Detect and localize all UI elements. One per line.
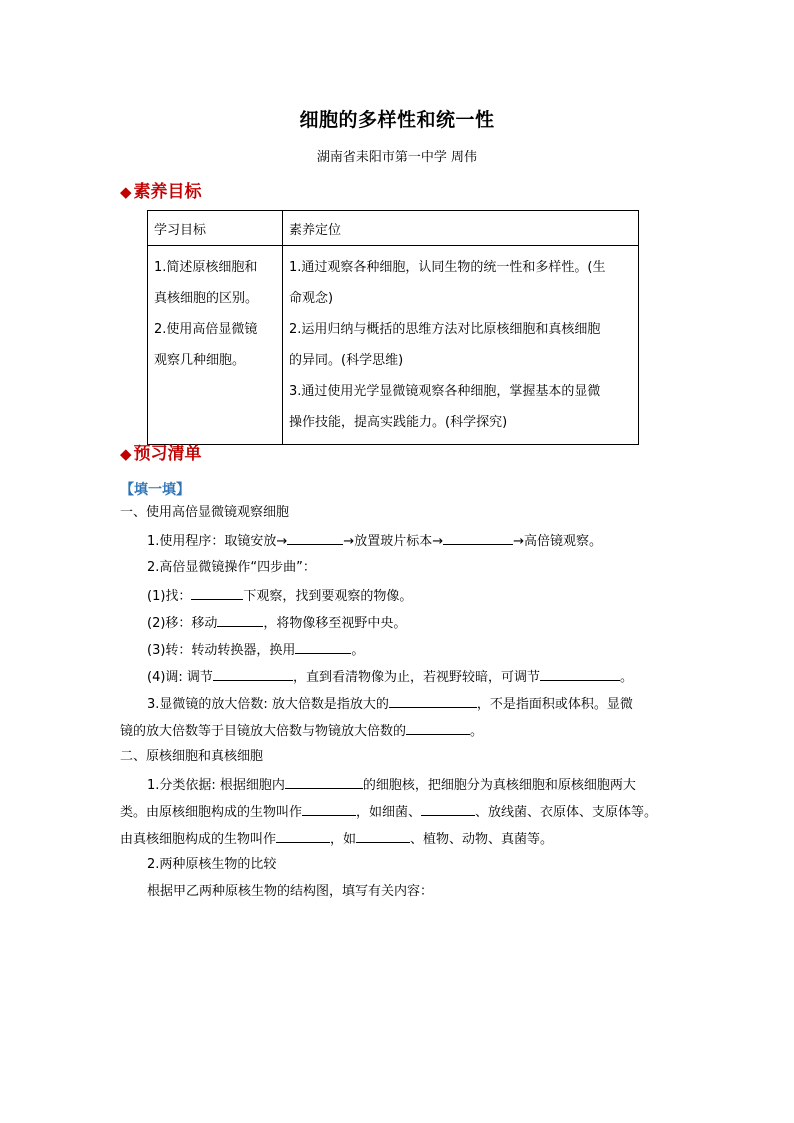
- text-run: 。: [619, 670, 633, 685]
- text-run: →放置玻片标本→: [343, 534, 444, 549]
- text-run: 3.显微镜的放大倍数: 放大倍数是指放大的: [147, 697, 389, 712]
- part1-title: 一、使用高倍显微镜观察细胞: [120, 505, 290, 520]
- text-run: 。: [351, 643, 365, 658]
- diamond-icon: ◆: [120, 445, 132, 463]
- fill-blank[interactable]: [421, 801, 475, 816]
- paragraph-magnification: [147, 693, 633, 715]
- paragraph-comparison-desc: 根据甲乙两种原核生物的结构图，填写有关内容：: [147, 884, 434, 899]
- paragraph-classification-cont2: [120, 828, 553, 850]
- step-turn: [147, 639, 364, 661]
- fill-blank[interactable]: [285, 774, 363, 789]
- text-run: ，不是指面积或体积。显微: [476, 697, 633, 712]
- cell-text-line: 1.通过观察各种细胞，认同生物的统一性和多样性。(生: [289, 260, 606, 275]
- section-heading: 素养目标: [133, 182, 202, 202]
- text-run: (2)移：移动: [147, 616, 218, 631]
- step-find: [147, 585, 412, 607]
- text-run: →高倍镜观察。: [513, 534, 602, 549]
- fill-blank[interactable]: [540, 666, 620, 681]
- diamond-icon: ◆: [120, 183, 132, 201]
- paragraph-classification-cont1: [120, 801, 657, 823]
- goals-table: [147, 210, 639, 445]
- paragraph-comparison: 2.两种原核生物的比较: [147, 857, 277, 872]
- fill-blank[interactable]: [287, 530, 343, 545]
- cell-text-line: 的异同。(科学思维): [289, 353, 404, 368]
- fill-blank[interactable]: [213, 666, 293, 681]
- cell-text-line: 3.通过使用光学显微镜观察各种细胞，掌握基本的显微: [289, 384, 601, 399]
- table-header-cell: 学习目标: [148, 211, 283, 246]
- text-run: 类。由原核细胞构成的生物叫作: [120, 805, 303, 820]
- fill-blank[interactable]: [191, 585, 243, 600]
- fill-blank[interactable]: [217, 612, 263, 627]
- text-run: 的细胞核，把细胞分为真核细胞和原核细胞两大: [362, 778, 636, 793]
- paragraph-procedure: [147, 530, 602, 552]
- text-run: (3)转：转动转换器，换用: [147, 643, 296, 658]
- table-cell-learning-goals: [148, 246, 283, 445]
- text-run: 、放线菌、衣原体、支原体等。: [475, 805, 658, 820]
- fill-blank[interactable]: [276, 828, 330, 843]
- text-run: 1.分类依据: 根据细胞内: [147, 778, 285, 793]
- cell-text-line: 命观念): [289, 291, 334, 306]
- fill-blank[interactable]: [406, 720, 470, 735]
- table-header-row: [148, 211, 639, 246]
- text-run: ，直到看清物像为止，若视野较暗，可调节: [292, 670, 540, 685]
- step-adjust: [147, 666, 633, 688]
- cell-text-line: 真核细胞的区别。: [154, 291, 259, 306]
- fill-blank[interactable]: [302, 801, 356, 816]
- table-row: [148, 246, 639, 445]
- text-run: 、植物、动物、真菌等。: [410, 832, 554, 847]
- text-run: 由真核细胞构成的生物叫作: [120, 832, 277, 847]
- section-literacy-goals: [120, 177, 202, 202]
- cell-text-line: 观察几种细胞。: [154, 353, 246, 368]
- text-run: (4)调: 调节: [147, 670, 213, 685]
- text-run: 1.使用程序：取镜安放→: [147, 534, 288, 549]
- fill-blank[interactable]: [356, 828, 410, 843]
- paragraph-magnification-cont: [120, 720, 483, 742]
- section-heading: 预习清单: [133, 444, 202, 464]
- paragraph-four-steps: 2.高倍显微镜操作“四步曲”：: [147, 560, 316, 575]
- author-line: 湖南省耒阳市第一中学 周伟: [316, 150, 478, 165]
- table-header-cell: 素养定位: [283, 211, 639, 246]
- cell-text-line: 2.使用高倍显微镜: [154, 322, 258, 337]
- text-run: 。: [470, 724, 484, 739]
- section-preview-list: [120, 439, 202, 464]
- text-run: ，如细菌、: [356, 805, 422, 820]
- text-run: 镜的放大倍数等于目镜放大倍数与物镜放大倍数的: [120, 724, 407, 739]
- part2-title: 二、原核细胞和真核细胞: [120, 749, 264, 764]
- text-run: 下观察，找到要观察的物像。: [243, 589, 413, 604]
- paragraph-classification: [147, 774, 636, 796]
- table-cell-literacy-positioning: [283, 246, 639, 445]
- text-run: ，将物像移至视野中央。: [263, 616, 407, 631]
- page-title: 细胞的多样性和统一性: [299, 109, 495, 131]
- fill-in-heading: 【填一填】: [120, 482, 190, 498]
- step-move: [147, 612, 406, 634]
- fill-blank[interactable]: [443, 530, 513, 545]
- cell-text-line: 2.运用归纳与概括的思维方法对比原核细胞和真核细胞: [289, 322, 601, 337]
- fill-blank[interactable]: [389, 693, 477, 708]
- cell-text-line: 操作技能，提高实践能力。(科学探究): [289, 415, 508, 430]
- fill-blank[interactable]: [295, 639, 351, 654]
- text-run: (1)找：: [147, 589, 192, 604]
- cell-text-line: 1.简述原核细胞和: [154, 260, 258, 275]
- text-run: ，如: [330, 832, 357, 847]
